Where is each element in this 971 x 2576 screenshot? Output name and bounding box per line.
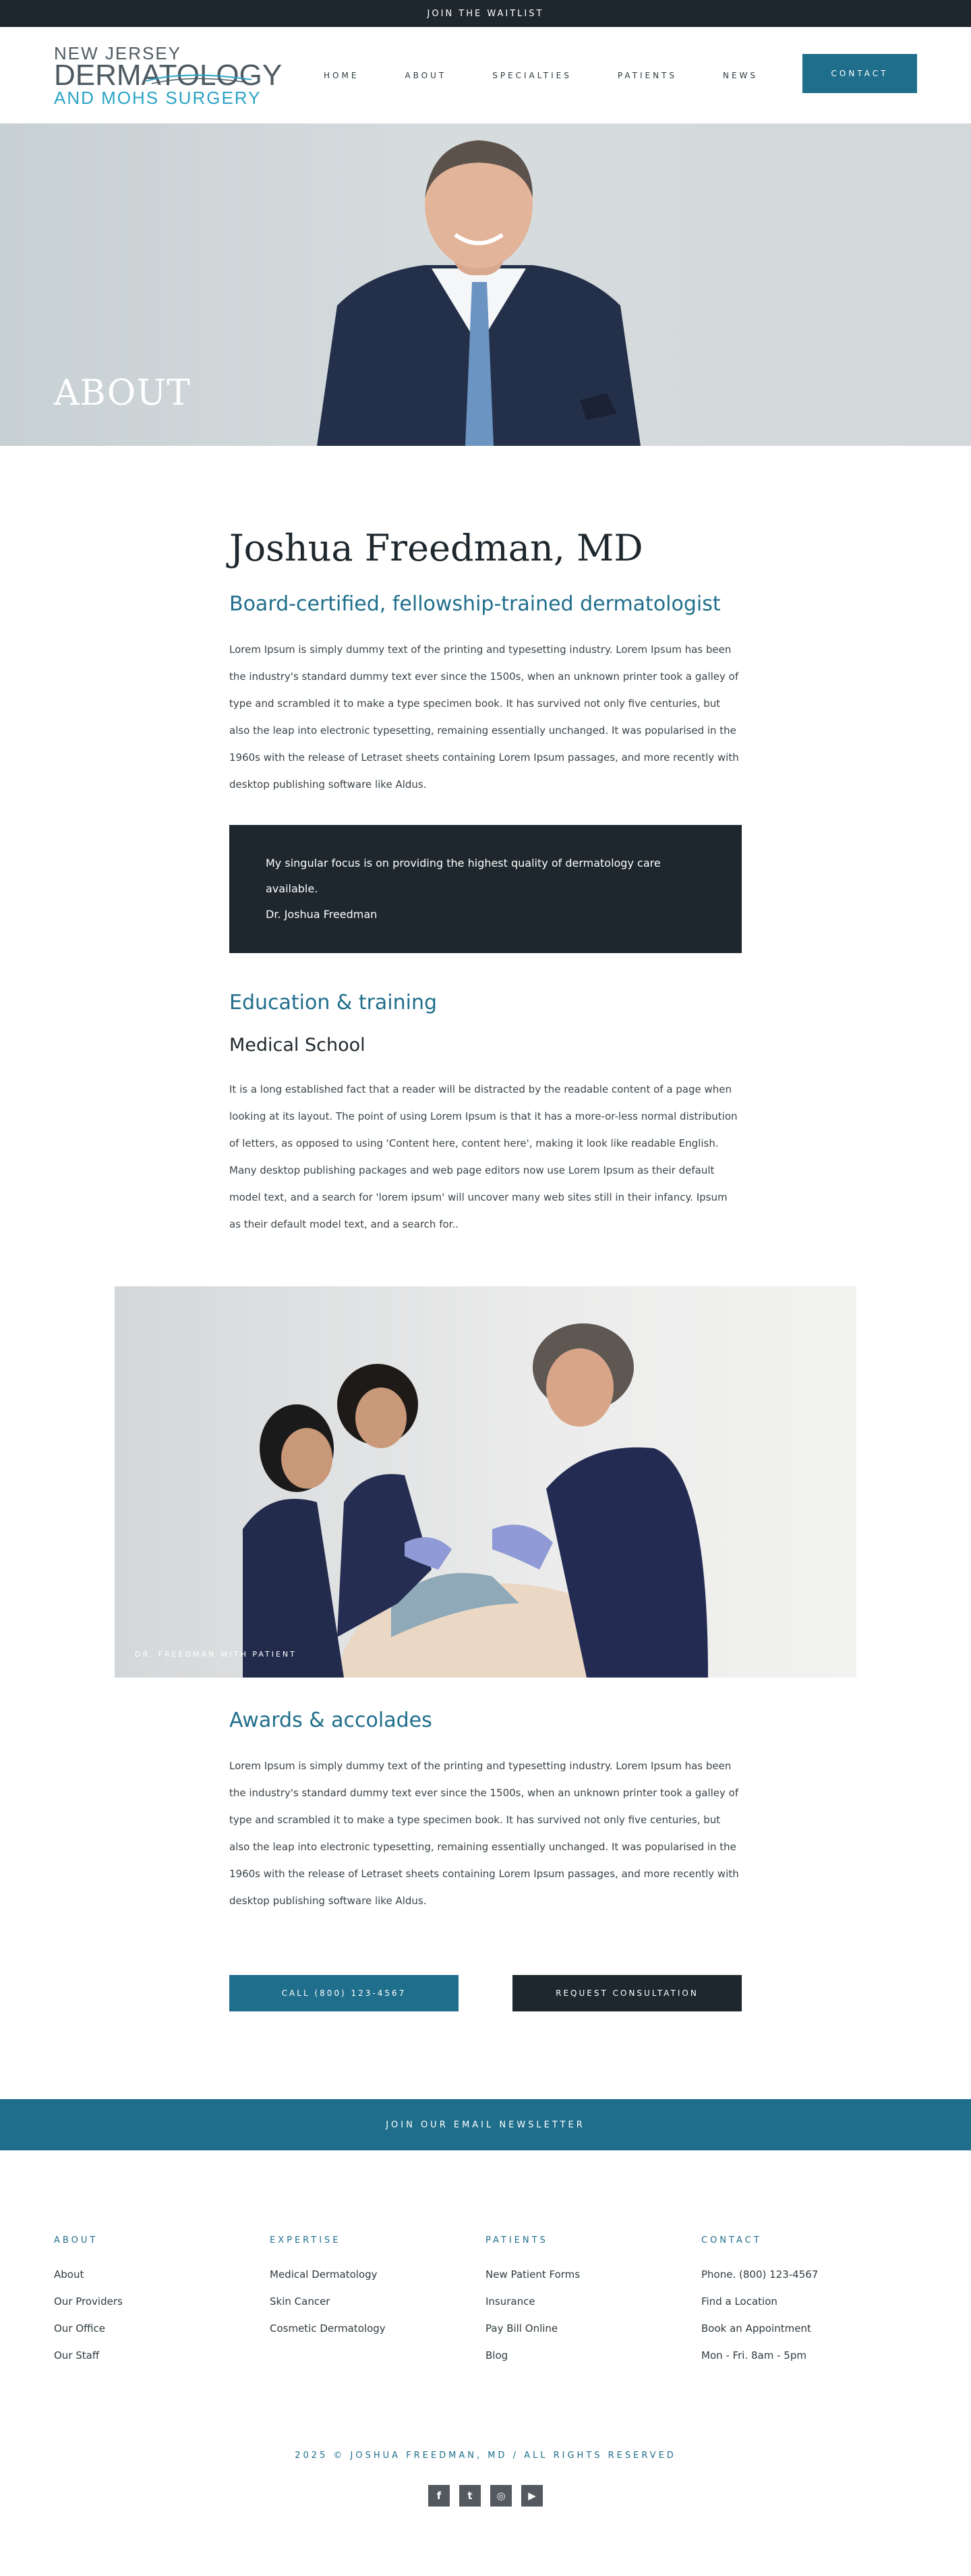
twitter-icon[interactable]: t <box>459 2485 481 2507</box>
site-footer <box>0 2150 971 2567</box>
doctor-portrait-image <box>310 123 647 446</box>
photo-caption: DR. FREEDMAN WITH PATIENT <box>135 1650 297 1659</box>
hero-banner <box>0 123 971 446</box>
nav-news[interactable]: NEWS <box>723 70 759 80</box>
footer-link-medical-dermatology[interactable]: Medical Dermatology <box>270 2268 378 2281</box>
nav-about[interactable]: ABOUT <box>405 70 447 80</box>
page-title: ABOUT <box>54 373 191 413</box>
cta-row <box>229 1975 742 2011</box>
waitlist-banner[interactable] <box>0 0 971 27</box>
quote-text: My singular focus is on providing the highest quality of dermatology care available. <box>266 857 661 895</box>
footer-heading-about: ABOUT <box>54 2235 98 2245</box>
footer-column-expertise <box>270 2235 486 2376</box>
footer-link-providers[interactable]: Our Providers <box>54 2295 123 2308</box>
medical-school-heading: Medical School <box>229 1035 365 1056</box>
footer-link-cosmetic-dermatology[interactable]: Cosmetic Dermatology <box>270 2322 386 2335</box>
footer-link-staff[interactable]: Our Staff <box>54 2349 100 2362</box>
footer-spacer <box>0 2507 971 2567</box>
footer-column-patients <box>486 2235 701 2376</box>
footer-columns <box>0 2150 971 2376</box>
quote-box <box>229 825 742 953</box>
contact-button[interactable]: CONTACT <box>802 54 917 93</box>
logo-line-1: NEW JERSEY <box>54 42 182 63</box>
footer-heading-expertise: EXPERTISE <box>270 2235 341 2245</box>
footer-link-appointment[interactable]: Book an Appointment <box>701 2322 811 2335</box>
nav-specialties[interactable]: SPECIALTIES <box>492 70 572 80</box>
education-heading: Education & training <box>229 991 438 1014</box>
copyright-text: 2025 © JOSHUA FREEDMAN, MD / ALL RIGHTS RESERVED <box>295 2451 676 2461</box>
footer-column-contact <box>701 2235 917 2376</box>
education-paragraph: It is a long established fact that a reader will be distracted by the readable content of a page when looking at its layout. The point of using Lorem Ipsum is that it has a more-or-less normal distribution of letters, as opposed to using 'Content here, content here', making it look like readable English. Many desktop publishing packages and web page editors now use Lorem Ipsum as their default model text, and a search for 'lorem ipsum' will uncover many web sites still in their infancy. Ipsum as their default model text, and a search for.. <box>229 1083 738 1230</box>
logo-line-3: AND MOHS SURGERY <box>54 87 262 108</box>
request-consultation-button[interactable]: REQUEST CONSULTATION <box>512 1975 742 2011</box>
awards-paragraph: Lorem Ipsum is simply dummy text of the printing and typesetting industry. Lorem Ipsum has been the industry's standard dummy text ever since the 1500s, when an unknown printer took a galley of type and scrambled it to make a type specimen book. It has survived not only five centuries, but also the leap into electronic typesetting, remaining essentially unchanged. It was popularised in the 1960s with the release of Letraset sheets containing Lorem Ipsum passages, and more recently with desktop publishing software like Aldus. <box>229 1760 739 1907</box>
awards-section <box>229 1678 742 2011</box>
call-button[interactable]: CALL (800) 123-4567 <box>229 1975 459 2011</box>
footer-link-blog[interactable]: Blog <box>486 2349 508 2362</box>
nav-home[interactable]: HOME <box>324 70 359 80</box>
footer-link-office[interactable]: Our Office <box>54 2322 106 2335</box>
awards-heading: Awards & accolades <box>229 1709 432 1732</box>
footer-column-about <box>54 2235 270 2376</box>
quote-author: Dr. Joshua Freedman <box>266 908 378 921</box>
waitlist-link[interactable]: JOIN THE WAITLIST <box>427 8 544 19</box>
logo-swoosh-icon <box>145 73 253 86</box>
nav-patients[interactable]: PATIENTS <box>617 70 677 80</box>
footer-link-about[interactable]: About <box>54 2268 84 2281</box>
footer-link-pay-bill[interactable]: Pay Bill Online <box>486 2322 558 2335</box>
bio-paragraph: Lorem Ipsum is simply dummy text of the printing and typesetting industry. Lorem Ipsum has been the industry's standard dummy text ever since the 1500s, when an unknown printer took a galley of type and scrambled it to make a type specimen book. It has survived not only five centuries, but also the leap into electronic typesetting, remaining essentially unchanged. It was popularised in the 1960s with the release of Letraset sheets containing Lorem Ipsum passages, and more recently with desktop publishing software like Aldus. <box>229 643 739 791</box>
social-links <box>0 2485 971 2507</box>
footer-link-phone[interactable]: Phone. (800) 123-4567 <box>701 2268 819 2281</box>
profile-section <box>229 446 742 1238</box>
logo-line-2: DERMATOLOGY <box>54 58 283 92</box>
footer-link-skin-cancer[interactable]: Skin Cancer <box>270 2295 330 2308</box>
doctor-with-patient-photo <box>115 1286 856 1678</box>
doctor-tagline: Board-certified, fellowship-trained dermatologist <box>229 592 721 616</box>
facebook-icon[interactable]: f <box>428 2485 450 2507</box>
site-header <box>0 27 971 123</box>
footer-link-location[interactable]: Find a Location <box>701 2295 777 2308</box>
main-nav <box>324 27 804 123</box>
newsletter-link[interactable]: JOIN OUR EMAIL NEWSLETTER <box>386 2119 585 2130</box>
instagram-icon[interactable]: ◎ <box>490 2485 512 2507</box>
footer-link-insurance[interactable]: Insurance <box>486 2295 535 2308</box>
footer-hours: Mon - Fri. 8am - 5pm <box>701 2349 806 2362</box>
newsletter-banner[interactable] <box>0 2099 971 2150</box>
footer-heading-contact: CONTACT <box>701 2235 762 2245</box>
footer-link-forms[interactable]: New Patient Forms <box>486 2268 581 2281</box>
youtube-icon[interactable]: ▶ <box>521 2485 543 2507</box>
footer-heading-patients: PATIENTS <box>486 2235 548 2245</box>
doctor-name: Joshua Freedman, MD <box>229 527 643 569</box>
clinic-scene-image <box>115 1286 856 1678</box>
